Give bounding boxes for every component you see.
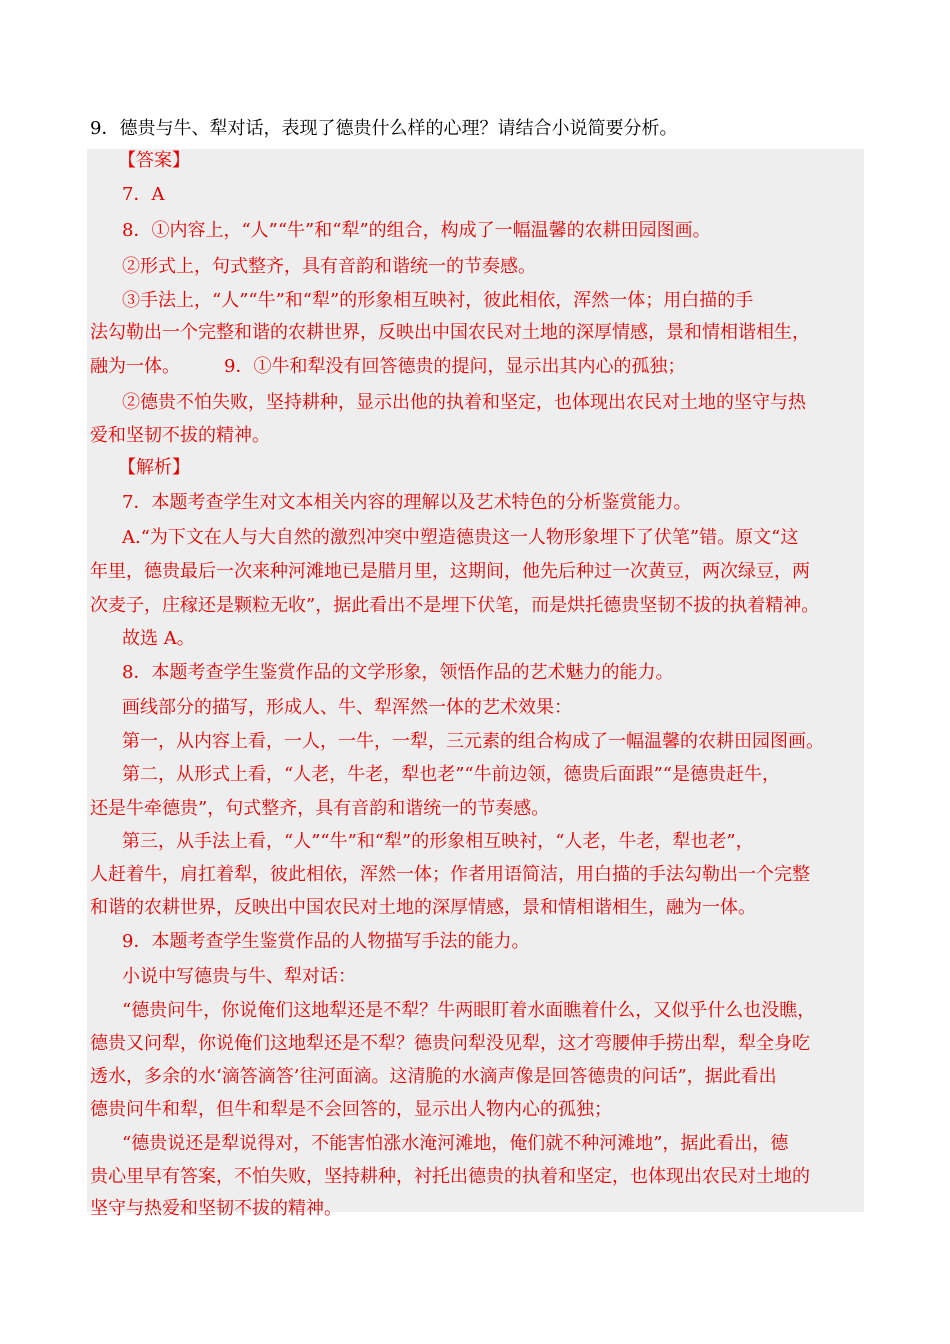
analysis-9-quote2-line3: 坚守与热爱和坚韧不拔的精神。 xyxy=(90,1198,342,1219)
analysis-9-quote1-line3: 透水，多余的水‘滴答滴答’往河面滴。这清脆的水滴声像是回答德贵的问话”，据此看出 xyxy=(90,1066,777,1087)
analysis-heading: 【解析】 xyxy=(118,457,190,478)
analysis-8-third-line3: 和谐的农耕世界，反映出中国农民对土地的深厚情感，景和情相谐相生，融为一体。 xyxy=(90,897,756,918)
analysis-9-quote1-line2: 德贵又问犁，你说俺们这地犁还是不犁？德贵问犁没见犁，这才弯腰伸手捞出犁，犁全身吃 xyxy=(90,1033,810,1054)
analysis-7-line1: A.“为下文在人与大自然的激烈冲突中塑造德贵这一人物形象埋下了伏笔”错。原文“这 xyxy=(122,527,799,548)
answer-9-persistence-line2: 爱和坚韧不拔的精神。 xyxy=(90,425,270,446)
analysis-8-second-line2: 还是牛牵德贵”，句式整齐，具有音韵和谐统一的节奏感。 xyxy=(90,798,550,819)
analysis-9-quote2-line1: “德贵说还是犁说得对，不能害怕涨水淹河滩地，俺们就不种河滩地”，据此看出，德 xyxy=(122,1133,789,1154)
answer-9-loneliness: 9．①牛和犁没有回答德贵的提问，显示出其内心的孤独； xyxy=(224,356,686,377)
analysis-7-line2: 年里，德贵最后一次来种河滩地已是腊月里，这期间，他先后种过一次黄豆，两次绿豆，两 xyxy=(90,561,810,582)
analysis-8-first: 第一，从内容上看，一人，一牛，一犁，三元素的组合构成了一幅温馨的农耕田园图画。 xyxy=(122,731,824,752)
answer-heading: 【答案】 xyxy=(118,150,190,171)
analysis-8-heading: 8．本题考查学生鉴赏作品的文学形象，领悟作品的艺术魅力的能力。 xyxy=(122,662,674,683)
analysis-7-heading: 7．本题考查学生对文本相关内容的理解以及艺术特色的分析鉴赏能力。 xyxy=(122,492,692,513)
analysis-7-choice: 故选 A。 xyxy=(122,628,195,649)
answer-8-technique-line2: 法勾勒出一个完整和谐的农耕世界，反映出中国农民对土地的深厚情感，景和情相谐相生， xyxy=(90,322,810,343)
analysis-8-third-line1: 第三，从手法上看，“人”“牛”和“犁”的形象相互映衬，“人老，牛老，犁也老”， xyxy=(122,831,754,852)
answer-8-technique-line1: ③手法上，“人”“牛”和“犁”的形象相互映衬，彼此相依，浑然一体；用白描的手 xyxy=(122,290,754,311)
analysis-9-quote2-line2: 贵心里早有答案，不怕失败，坚持耕种，衬托出德贵的执着和坚定，也体现出农民对土地的 xyxy=(90,1166,810,1187)
answer-9-persistence-line1: ②德贵不怕失败，坚持耕种，显示出他的执着和坚定，也体现出农民对土地的坚守与热 xyxy=(122,392,806,413)
answer-7: 7．A xyxy=(122,184,165,205)
analysis-9-quote1-line4: 德贵问牛和犁，但牛和犁是不会回答的，显示出人物内心的孤独； xyxy=(90,1099,612,1120)
answer-8-content: 8．①内容上，“人”“牛”和“犁”的组合，构成了一幅温馨的农耕田园图画。 xyxy=(122,220,711,241)
answer-8-technique-line3 xyxy=(90,354,862,380)
analysis-7-line3: 次麦子，庄稼还是颗粒无收”，据此看出不是埋下伏笔，而是烘托德贵坚韧不拔的执着精神。 xyxy=(90,595,820,616)
analysis-9-intro: 小说中写德贵与牛、犁对话： xyxy=(122,966,356,987)
analysis-9-heading: 9．本题考查学生鉴赏作品的人物描写手法的能力。 xyxy=(122,931,530,952)
question-9: 9．德贵与牛、犁对话，表现了德贵什么样的心理？请结合小说简要分析。 xyxy=(90,118,678,139)
analysis-9-quote1-line1: “德贵问牛，你说俺们这地犁还是不犁？牛两眼盯着水面瞧着什么，又似乎什么也没瞧， xyxy=(122,1000,816,1021)
answer-8-form: ②形式上，句式整齐，具有音韵和谐统一的节奏感。 xyxy=(122,256,536,277)
analysis-8-intro: 画线部分的描写，形成人、牛、犁浑然一体的艺术效果： xyxy=(122,697,572,718)
analysis-8-second-line1: 第二，从形式上看，“人老，牛老，犁也老”“牛前边领，德贵后面跟”“是德贵赶牛， xyxy=(122,764,781,785)
answer-8-technique-end: 融为一体。 xyxy=(90,356,180,377)
analysis-8-third-line2: 人赶着牛，肩扛着犁，彼此相依，浑然一体；作者用语简洁，用白描的手法勾勒出一个完整 xyxy=(90,864,810,885)
